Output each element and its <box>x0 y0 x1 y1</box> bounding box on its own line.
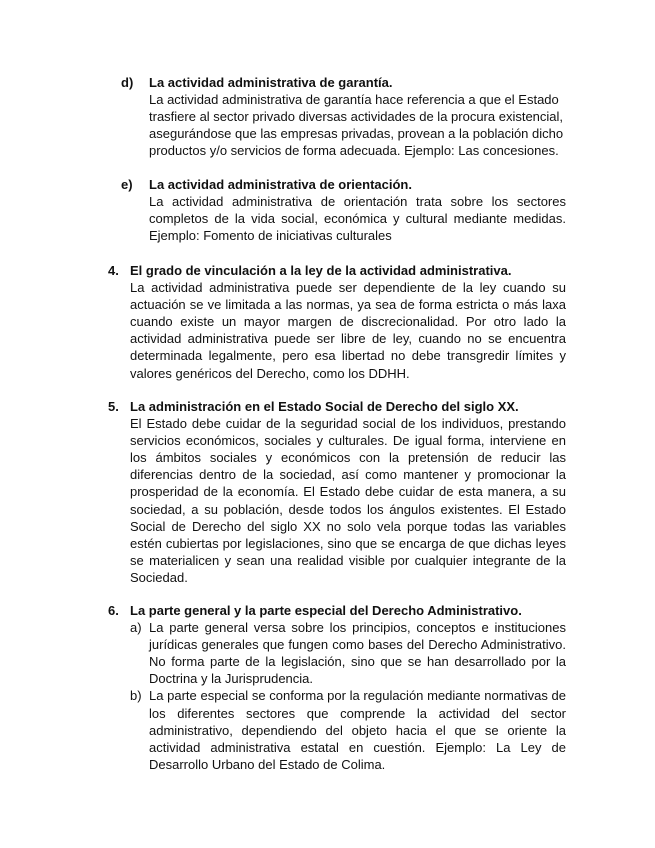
list-item-marker: b) <box>130 688 142 704</box>
list-item-marker: a) <box>130 620 142 636</box>
section-heading: La administración en el Estado Social de Derecho del siglo XX. <box>130 399 519 414</box>
section-heading: El grado de vinculación a la ley de la actividad administrativa. <box>130 263 512 278</box>
section-number: 6. <box>108 603 119 618</box>
section-body: La actividad administrativa puede ser dependiente de la ley cuando su actuación se ve limitada a las normas, ya sea de forma estricta o más laxa cuando existe un mayor margen de discrecionalidad. Por otro lado la actividad administrativa puede ser libre de ley, cuando no se encuentra determinada legalmente, pero esa libertad no debe transgredir límites y valores genéricos del Derecho, como los DDHH. <box>130 280 566 381</box>
list-item-body: La parte especial se conforma por la regulación mediante normativas de los diferentes sectores que comprende la actividad del sector administrativo, dependiendo del objeto hacia el que se oriente la actividad administrativa estatal en cuestión. Ejemplo: La Ley de Desarrollo Urbano del Estado de Colima. <box>149 688 566 772</box>
section-number: 5. <box>108 399 119 414</box>
section-5 <box>108 398 566 586</box>
list-item <box>130 687 566 772</box>
subsection-body: La actividad administrativa de garantía hace referencia a que el Estado trasfiere al sector privado diversas actividades de la procura existencial, asegurándose que las empresas privadas, provean a la población dicho productos y/o servicios de forma adecuada. Ejemplo: Las concesiones. <box>149 92 564 159</box>
subsection-heading: La actividad administrativa de orientación. <box>149 177 412 192</box>
subsection-e <box>121 176 566 244</box>
section-body: El Estado debe cuidar de la seguridad social de los individuos, prestando servicios económicos, sociales y culturales. De igual forma, interviene en los ámbitos sociales y económicos con la pretensión de reducir las diferencias dentro de la sociedad, así como mantener y promocionar la prosperidad de la economía. El Estado debe cuidar de esta manera, a su sociedad, a su población, desde todos los ángulos existentes. El Estado Social de Derecho del siglo XX no solo vela porque todas las variables estén cubiertas por legislaciones, sino que se encarga de que dichas leyes se materialicen y sean una realidad visible por cualquier integrante de la Sociedad. <box>130 416 566 585</box>
section-heading: La parte general y la parte especial del Derecho Administrativo. <box>130 603 522 618</box>
subsection-body: La actividad administrativa de orientación trata sobre los sectores completos de la vida social, económica y cultural mediante medidas. Ejemplo: Fomento de iniciativas culturales <box>149 194 566 244</box>
subsection-marker: d) <box>121 75 134 90</box>
list-item-body: La parte general versa sobre los principios, conceptos e instituciones jurídicas generales que fungen como bases del Derecho Administrativo. No forma parte de la legislación, sino que se han desarrollado por la Doctrina y la Jurisprudencia. <box>149 620 566 687</box>
section-4 <box>108 262 566 382</box>
subsection-heading: La actividad administrativa de garantía. <box>149 75 393 90</box>
section-6 <box>108 602 566 773</box>
subsection-marker: e) <box>121 177 133 192</box>
subsection-d <box>121 74 566 159</box>
section-number: 4. <box>108 263 119 278</box>
list-item <box>130 619 566 687</box>
